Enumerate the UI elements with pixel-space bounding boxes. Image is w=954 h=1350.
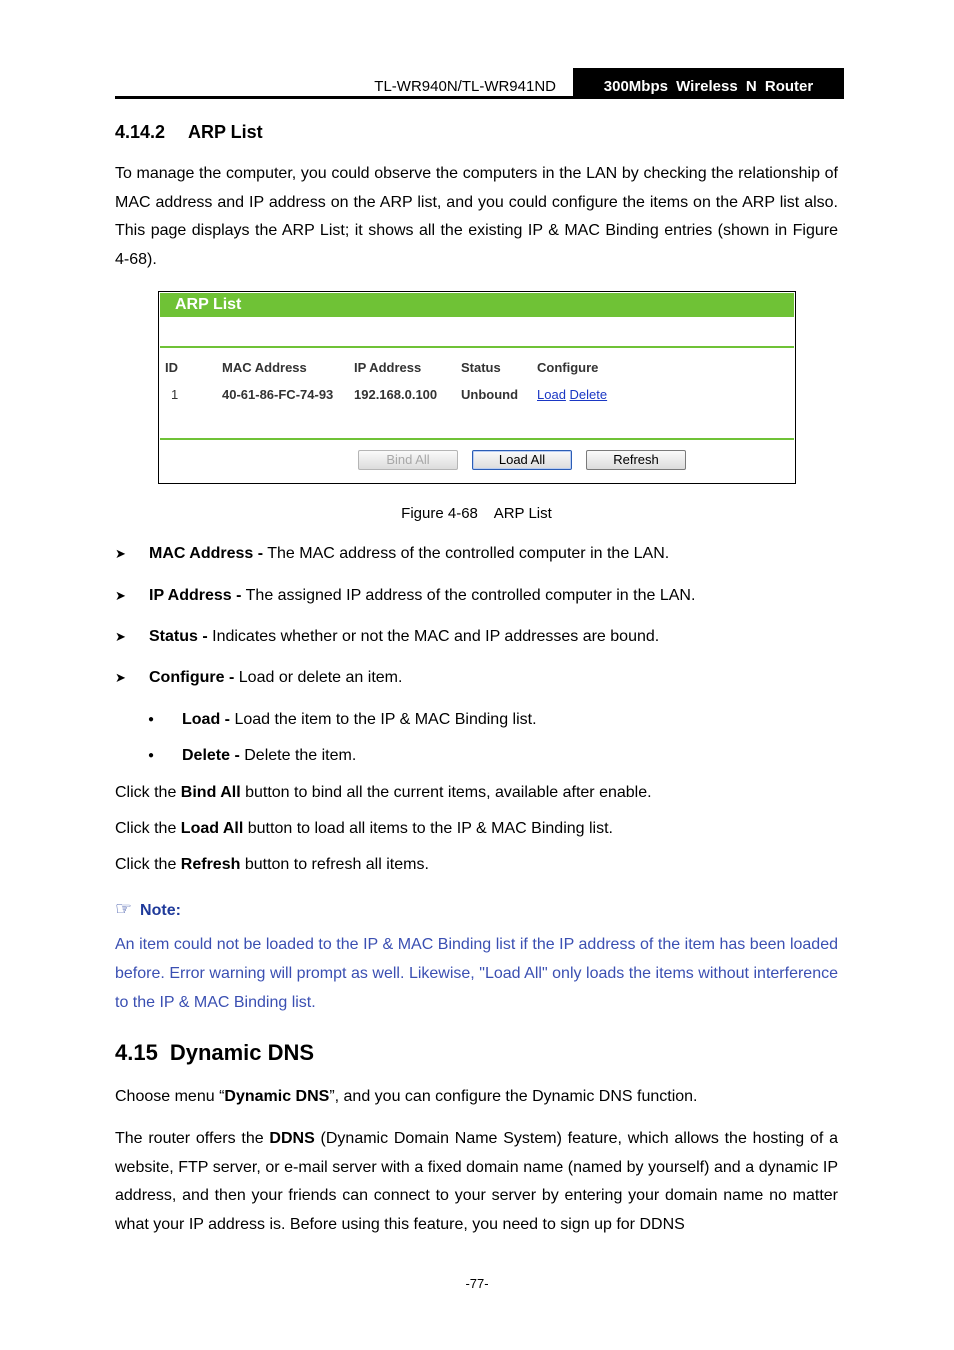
line-post: ”, and you can configure the Dynamic DNS function. [329, 1088, 698, 1105]
bind-all-button[interactable]: Bind All [358, 450, 458, 470]
click-line-bind-all [115, 784, 652, 802]
section-heading-dynamic-dns [115, 1040, 314, 1066]
col-header-mac: MAC Address [222, 360, 307, 375]
line-post: button to load all items to the IP & MAC Binding list. [243, 820, 613, 837]
row-status: Unbound [461, 387, 519, 402]
figure-caption: Figure 4-68 ARP List [401, 505, 552, 522]
line-pre: Click the [115, 784, 181, 801]
arp-list-panel [158, 291, 796, 484]
line-bold: Dynamic DNS [224, 1088, 330, 1105]
line-post: button to bind all the current items, available after enable. [240, 784, 652, 801]
refresh-button[interactable]: Refresh [586, 450, 686, 470]
line-bold: Refresh [180, 856, 241, 873]
ddns-intro [115, 1088, 698, 1106]
col-header-id: ID [165, 360, 178, 375]
line-pre: Click the [115, 856, 181, 873]
click-line-load-all [115, 820, 613, 838]
bullet-term: Configure - [149, 669, 235, 686]
col-header-status: Status [461, 360, 501, 375]
load-all-button[interactable]: Load All [472, 450, 572, 470]
line-pre: The router offers the [115, 1130, 270, 1147]
section-title: Dynamic DNS [169, 1040, 315, 1065]
note-label [115, 898, 181, 921]
col-header-ip: IP Address [354, 360, 422, 375]
bullet-term: IP Address - [149, 587, 242, 604]
header-rule [115, 96, 844, 99]
header-model: TL-WR940N/TL-WR941ND [374, 78, 556, 95]
arrow-bullet-icon: ➤ [115, 588, 126, 603]
bullet-ip-address [115, 587, 695, 605]
panel-divider-bottom [160, 438, 794, 440]
intro-paragraph [115, 160, 838, 275]
arrow-bullet-icon: ➤ [115, 629, 126, 644]
dot-bullet-icon: ● [148, 714, 155, 725]
row-mac: 40-61-86-FC-74-93 [222, 387, 334, 402]
ddns-body [115, 1125, 838, 1240]
bullet-text: Indicates whether or not the MAC and IP addresses are bound. [207, 628, 660, 645]
line-post: (Dynamic Domain Name System) feature, which allows the hosting of a website, FTP server, or e-mail server with a fixed domain name (named by yourself) and a dynamic IP address, and then your friends can connect to your server by entering your domain name no matter what your IP address is. Before using this feature, you need to sign up for DDNS [115, 1130, 838, 1234]
row-id: 1 [171, 387, 179, 402]
click-line-refresh [115, 856, 429, 874]
bullet-configure [115, 669, 402, 687]
section-heading-arp-list [115, 122, 263, 143]
line-pre: Click the [115, 820, 181, 837]
line-post: button to refresh all items. [240, 856, 429, 873]
sub-bullet-delete [148, 747, 356, 765]
delete-link[interactable]: Delete [569, 387, 608, 402]
sub-bullet-term: Delete - [182, 747, 240, 764]
line-bold: DDNS [269, 1130, 315, 1147]
bullet-text: The MAC address of the controlled computer in the LAN. [263, 545, 670, 562]
intro-text: To manage the computer, you could observe the computers in the LAN by checking the relationship of MAC address and IP address on the ARP list, and you could configure the items on the ARP list also. This page displays the ARP List; it shows all the existing IP & MAC Binding entries (shown in Figure 4-68). [115, 165, 838, 269]
pointing-hand-icon: ☞ [115, 899, 133, 920]
line-bold: Load All [180, 820, 244, 837]
line-bold: Bind All [180, 784, 241, 801]
section-number: 4.15 [115, 1040, 158, 1065]
page-number: -77- [465, 1276, 489, 1291]
bullet-term: Status - [149, 628, 208, 645]
arrow-bullet-icon: ➤ [115, 546, 126, 561]
bullet-term: MAC Address - [149, 545, 264, 562]
arrow-bullet-icon: ➤ [115, 670, 126, 685]
ddns-body-text [115, 1125, 838, 1240]
section-title: ARP List [188, 122, 263, 142]
row-configure [537, 387, 607, 402]
note-text: An item could not be loaded to the IP & MAC Binding list if the IP address of the item has been loaded before. Error warning will prompt as well. Likewise, "Load All" only loads the items without interference to the IP & MAC Binding list. [115, 936, 838, 1011]
sub-bullet-text: Load the item to the IP & MAC Binding list. [230, 711, 537, 728]
section-number: 4.14.2 [115, 122, 166, 142]
panel-divider-top [160, 346, 794, 348]
col-header-configure: Configure [537, 360, 599, 375]
arp-panel-title: ARP List [160, 293, 794, 317]
line-pre: Choose menu “ [115, 1088, 225, 1105]
note-label-text: Note: [140, 902, 181, 919]
sub-bullet-load [148, 711, 537, 729]
header-product: 300Mbps Wireless N Router [573, 68, 844, 99]
bullet-mac-address [115, 545, 669, 563]
dot-bullet-icon: ● [148, 750, 155, 761]
sub-bullet-term: Load - [182, 711, 230, 728]
bullet-text: The assigned IP address of the controlled computer in the LAN. [241, 587, 696, 604]
bullet-status [115, 628, 659, 646]
bullet-text: Load or delete an item. [234, 669, 403, 686]
load-link[interactable]: Load [537, 387, 566, 402]
row-ip: 192.168.0.100 [354, 387, 438, 402]
sub-bullet-text: Delete the item. [239, 747, 357, 764]
